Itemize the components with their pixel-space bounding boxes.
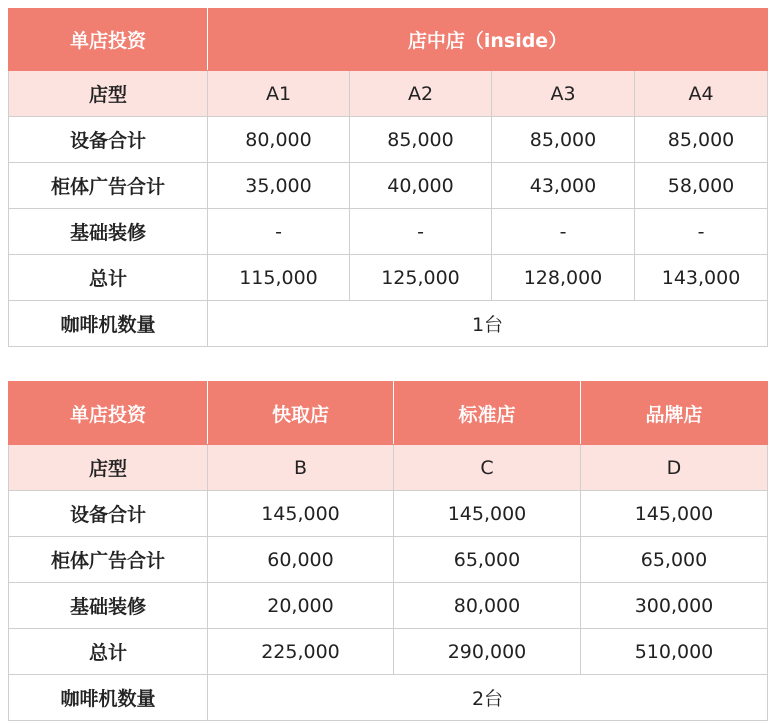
store-type-cell: D: [581, 445, 768, 491]
value-cell: 35,000: [208, 163, 350, 209]
table-row: [9, 583, 768, 629]
table-row: [9, 537, 768, 583]
store-type-cell: B: [208, 445, 394, 491]
store-type-cell: C: [394, 445, 581, 491]
store-format-investment-table: [8, 381, 768, 721]
value-cell: 115,000: [208, 255, 350, 301]
coffee-machine-count: 2台: [208, 675, 768, 721]
value-cell: 58,000: [635, 163, 768, 209]
table-row: [9, 255, 768, 301]
value-cell: 65,000: [394, 537, 581, 583]
store-type-cell: A2: [350, 71, 492, 117]
value-cell: -: [208, 209, 350, 255]
header-cell: 品牌店: [581, 382, 768, 445]
value-cell: 60,000: [208, 537, 394, 583]
value-cell: 145,000: [394, 491, 581, 537]
value-cell: -: [492, 209, 635, 255]
table-header-row: [9, 9, 768, 71]
value-cell: 20,000: [208, 583, 394, 629]
value-cell: 65,000: [581, 537, 768, 583]
value-cell: 85,000: [492, 117, 635, 163]
value-cell: 40,000: [350, 163, 492, 209]
row-label: 店型: [9, 71, 208, 117]
table-row: [9, 209, 768, 255]
value-cell: -: [350, 209, 492, 255]
store-type-cell: A1: [208, 71, 350, 117]
row-label: 基础装修: [9, 209, 208, 255]
row-label: 设备合计: [9, 491, 208, 537]
header-cell: 单店投资: [9, 382, 208, 445]
header-cell: 标准店: [394, 382, 581, 445]
value-cell: 300,000: [581, 583, 768, 629]
inside-store-investment-table: [8, 8, 768, 347]
store-type-cell: A4: [635, 71, 768, 117]
value-cell: 125,000: [350, 255, 492, 301]
value-cell: 225,000: [208, 629, 394, 675]
table-row: [9, 491, 768, 537]
coffee-machine-count: 1台: [208, 301, 768, 347]
value-cell: 80,000: [394, 583, 581, 629]
row-label: 咖啡机数量: [9, 301, 208, 347]
row-label: 总计: [9, 629, 208, 675]
row-label: 店型: [9, 445, 208, 491]
header-cell: 单店投资: [9, 9, 208, 71]
store-type-row: [9, 445, 768, 491]
value-cell: 145,000: [208, 491, 394, 537]
table-header-row: [9, 382, 768, 445]
value-cell: 145,000: [581, 491, 768, 537]
value-cell: 128,000: [492, 255, 635, 301]
row-label: 柜体广告合计: [9, 163, 208, 209]
value-cell: 510,000: [581, 629, 768, 675]
store-type-row: [9, 71, 768, 117]
row-label: 基础装修: [9, 583, 208, 629]
row-label: 设备合计: [9, 117, 208, 163]
header-cell: 店中店（inside）: [208, 9, 768, 71]
value-cell: 290,000: [394, 629, 581, 675]
coffee-machine-row: [9, 301, 768, 347]
store-type-cell: A3: [492, 71, 635, 117]
coffee-machine-row: [9, 675, 768, 721]
value-cell: 43,000: [492, 163, 635, 209]
row-label: 总计: [9, 255, 208, 301]
table-row: [9, 629, 768, 675]
value-cell: 85,000: [350, 117, 492, 163]
value-cell: -: [635, 209, 768, 255]
value-cell: 143,000: [635, 255, 768, 301]
value-cell: 80,000: [208, 117, 350, 163]
table-row: [9, 163, 768, 209]
row-label: 咖啡机数量: [9, 675, 208, 721]
value-cell: 85,000: [635, 117, 768, 163]
header-cell: 快取店: [208, 382, 394, 445]
table-row: [9, 117, 768, 163]
row-label: 柜体广告合计: [9, 537, 208, 583]
